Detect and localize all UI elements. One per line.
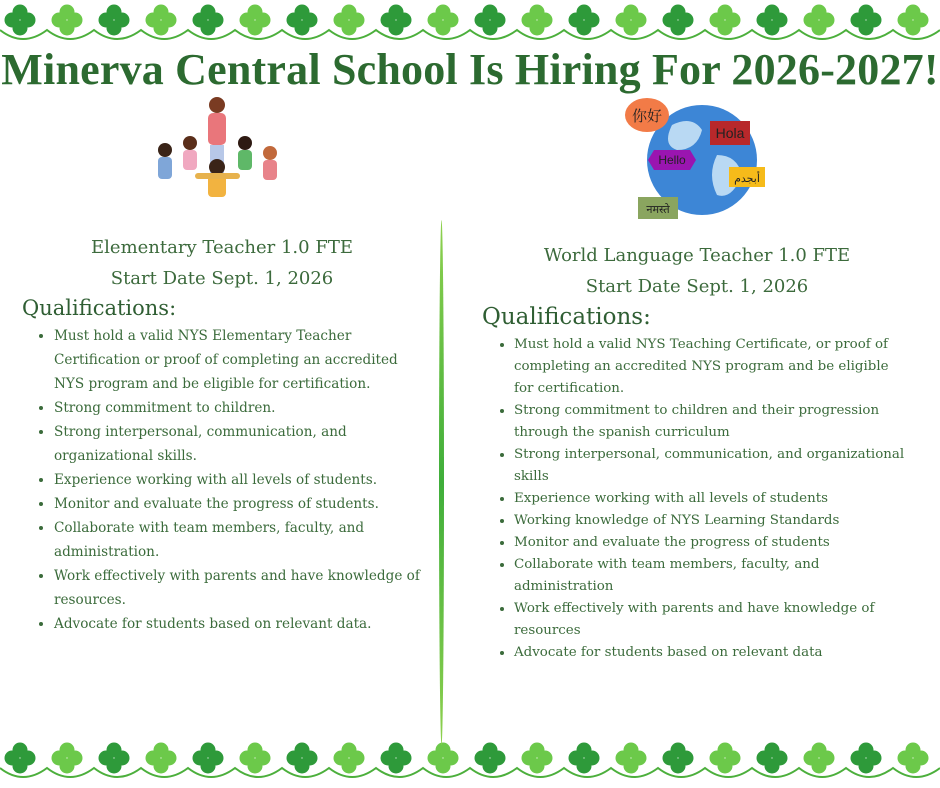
- clover-icon: [616, 743, 647, 774]
- list-item: • Collaborate with team members, faculty, and administration.: [54, 516, 422, 564]
- bubble-arabic: أبجدم: [734, 172, 760, 185]
- list-item: • Advocate for students based on relevant data.: [54, 612, 422, 636]
- clover-icon: [757, 5, 788, 36]
- clover-icon: [381, 743, 412, 774]
- clover-icon: [428, 5, 459, 36]
- list-item: • Must hold a valid NYS Elementary Teacher Certification or proof of completing an accredited NYS program and be eligible for certification.: [54, 324, 422, 396]
- qualifications-list: [22, 324, 422, 636]
- job-title: World Language Teacher 1.0 FTE: [543, 245, 851, 266]
- clover-border-top-icon: [0, 0, 940, 50]
- clover-icon: [851, 5, 882, 36]
- list-item: • Advocate for students based on relevant data: [514, 642, 912, 664]
- list-item: • Monitor and evaluate the progress of students: [514, 532, 912, 554]
- qualifications-list: [482, 334, 912, 664]
- list-item: • Experience working with all levels of students.: [54, 468, 422, 492]
- clover-icon: [334, 743, 365, 774]
- list-item: • Monitor and evaluate the progress of students.: [54, 492, 422, 516]
- clover-icon: [804, 743, 835, 774]
- clover-icon: [898, 5, 929, 36]
- clover-icon: [475, 5, 506, 36]
- clover-icon: [334, 5, 365, 36]
- bubble-chinese: 你好: [631, 107, 663, 125]
- clover-border-bottom-icon: [0, 738, 940, 788]
- clover-icon: [898, 743, 929, 774]
- clover-icon: [710, 743, 741, 774]
- clover-icon: [475, 743, 506, 774]
- center-divider: [439, 220, 444, 745]
- clover-icon: [663, 743, 694, 774]
- clover-icon: [851, 743, 882, 774]
- list-item: • Strong interpersonal, communication, and organizational skills: [514, 444, 912, 488]
- world-language-teacher-section: [482, 240, 912, 664]
- teacher-children-illustration-icon: [150, 95, 285, 215]
- clover-icon: [569, 5, 600, 36]
- clover-icon: [757, 743, 788, 774]
- clover-icon: [710, 5, 741, 36]
- clover-icon: [5, 5, 36, 36]
- list-item: • Experience working with all levels of students: [514, 488, 912, 510]
- bubble-hello: Hello: [658, 153, 686, 167]
- clover-icon: [52, 5, 83, 36]
- clover-icon: [381, 5, 412, 36]
- clover-icon: [569, 743, 600, 774]
- clover-icon: [428, 743, 459, 774]
- list-item: • Work effectively with parents and have knowledge of resources: [514, 598, 912, 642]
- globe-languages-illustration-icon: [622, 95, 772, 220]
- start-date: Start Date Sept. 1, 2026: [110, 268, 334, 289]
- clover-icon: [663, 5, 694, 36]
- list-item: • Work effectively with parents and have knowledge of resources.: [54, 564, 422, 612]
- clover-icon: [146, 743, 177, 774]
- clover-icon: [146, 5, 177, 36]
- clover-icon: [193, 5, 224, 36]
- clover-icon: [522, 743, 553, 774]
- qualifications-heading: Qualifications:: [482, 304, 651, 330]
- job-title: Elementary Teacher 1.0 FTE: [91, 237, 353, 258]
- clover-icon: [240, 5, 271, 36]
- list-item: • Strong commitment to children.: [54, 396, 422, 420]
- clover-icon: [5, 743, 36, 774]
- clover-icon: [99, 743, 130, 774]
- clover-icon: [522, 5, 553, 36]
- clover-icon: [804, 5, 835, 36]
- clover-icon: [99, 5, 130, 36]
- clover-icon: [240, 743, 271, 774]
- clover-icon: [287, 5, 318, 36]
- clover-icon: [616, 5, 647, 36]
- qualifications-heading: Qualifications:: [22, 296, 177, 320]
- list-item: • Working knowledge of NYS Learning Standards: [514, 510, 912, 532]
- list-item: • Strong commitment to children and their progression through the spanish curriculum: [514, 400, 912, 444]
- bubble-hindi: नमस्ते: [646, 203, 670, 216]
- start-date: Start Date Sept. 1, 2026: [585, 276, 809, 297]
- clover-icon: [287, 743, 318, 774]
- page-title: Minerva Central School Is Hiring For 2026-2027!: [1, 45, 939, 94]
- list-item: • Strong interpersonal, communication, and organizational skills.: [54, 420, 422, 468]
- clover-icon: [52, 743, 83, 774]
- elementary-teacher-section: [22, 232, 422, 636]
- clover-icon: [193, 743, 224, 774]
- bubble-hola: Hola: [715, 125, 745, 141]
- list-item: • Collaborate with team members, faculty, and administration: [514, 554, 912, 598]
- list-item: • Must hold a valid NYS Teaching Certificate, or proof of completing an accredited NYS program and be eligible for certification.: [514, 334, 912, 400]
